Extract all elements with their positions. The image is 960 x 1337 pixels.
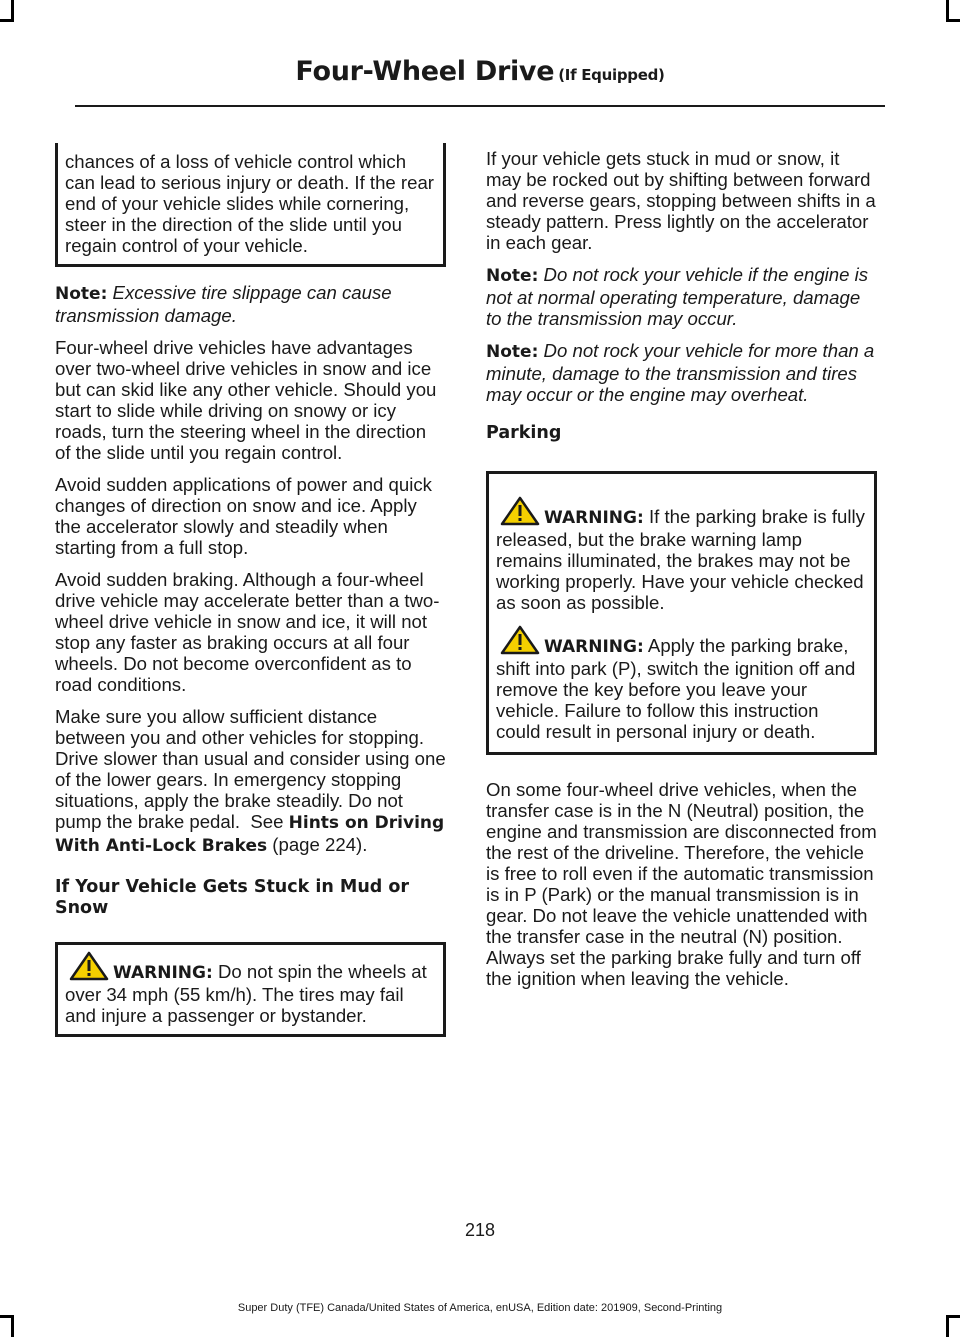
note-label: Note: xyxy=(486,266,539,286)
section-heading: Parking xyxy=(486,423,562,443)
warning-label: WARNING: xyxy=(544,508,644,528)
note-paragraph xyxy=(55,282,446,326)
note-label: Note: xyxy=(55,284,108,304)
body-paragraph: If your vehicle gets stuck in mud or snow, it may be rocked out by shifting between forward and reverse gears, stopping between shifts in a steady pattern. Press lightly on the accelerator in each gear. xyxy=(486,148,876,253)
page-title-suffix: (If Equipped) xyxy=(558,66,665,84)
warning-triangle-icon xyxy=(500,496,540,526)
note-text: Excessive tire slippage can cause transmission damage. xyxy=(55,282,392,326)
page-reference: (page 224). xyxy=(272,834,368,855)
crop-mark xyxy=(946,19,960,22)
section-heading: If Your Vehicle Gets Stuck in Mud or Snow xyxy=(55,877,410,918)
warning-box xyxy=(486,471,877,755)
warning-paragraph xyxy=(65,951,436,1026)
body-text: Make sure you allow sufficient distance between you and other vehicles for stopping. Drive slower than usual and consider using one of the lower gears. In emergency stopping situations, apply the brake steadily. Do not pump the brake pedal. xyxy=(55,706,446,832)
header-divider xyxy=(75,105,885,107)
crop-mark xyxy=(946,1317,949,1337)
footer-text: Super Duty (TFE) Canada/United States of America, enUSA, Edition date: 201909, Second-Printing xyxy=(237,1302,723,1314)
warning-box-continued xyxy=(55,143,446,267)
page-number: 218 xyxy=(464,1220,496,1240)
crop-mark xyxy=(11,0,14,20)
crop-mark xyxy=(946,0,949,20)
note-paragraph xyxy=(486,340,877,405)
body-paragraph xyxy=(55,706,446,857)
crop-mark xyxy=(0,19,14,22)
cross-reference-link[interactable]: Hints on Driving With Anti-Lock Brakes xyxy=(55,813,445,856)
note-text: Do not rock your vehicle if the engine is not at normal operating temperature, damage to the transmission may occur. xyxy=(486,264,869,329)
warning-label: WARNING: xyxy=(113,963,213,983)
warning-continued-text: chances of a loss of vehicle control which can lead to serious injury or death. If the rear end of your vehicle slides while cornering, steer in the direction of the slide until you regain control of your vehicle. xyxy=(65,151,434,256)
crop-mark xyxy=(11,1317,14,1337)
body-paragraph: Avoid sudden applications of power and quick changes of direction on snow and ice. Apply the accelerator slowly and steadily when starting from a full stop. xyxy=(55,474,432,558)
warning-triangle-icon xyxy=(500,625,540,655)
see-text: See xyxy=(250,811,284,832)
warning-text: Apply the parking brake, shift into park (P), switch the ignition off and remove the key before you leave your vehicle. Failure to follow this instruction could result in personal injury or death. xyxy=(496,635,856,742)
right-column xyxy=(486,148,877,1000)
left-column xyxy=(55,143,446,1037)
warning-label: WARNING: xyxy=(544,637,644,657)
body-paragraph: Four-wheel drive vehicles have advantages over two-wheel drive vehicles in snow and ice but can skid like any other vehicle. Should you start to slide while driving on snowy or icy roads, turn the steering wheel in the direction of the slide until you regain control. xyxy=(55,337,437,463)
warning-text: Do not spin the wheels at over 34 mph (55 km/h). The tires may fail and injure a passenger or bystander. xyxy=(65,961,427,1026)
warning-box xyxy=(55,942,446,1037)
crop-mark xyxy=(0,1315,14,1318)
page-title-main: Four-Wheel Drive xyxy=(295,56,555,87)
warning-paragraph xyxy=(496,625,867,742)
body-paragraph: Avoid sudden braking. Although a four-wheel drive vehicle may accelerate better than a two-wheel drive vehicle in snow and ice, it will not stop any faster as braking occurs at all four wheels. Do not become overconfident as to road conditions. xyxy=(55,569,440,695)
warning-text: If the parking brake is fully released, but the brake warning lamp remains illuminated, the brakes may not be working properly. Have your vehicle checked as soon as possible. xyxy=(496,506,865,613)
note-text: Do not rock your vehicle for more than a minute, damage to the transmission and tires may occur or the engine may overheat. xyxy=(486,340,875,405)
note-paragraph xyxy=(486,264,877,329)
note-label: Note: xyxy=(486,342,539,362)
warning-paragraph xyxy=(496,496,867,613)
warning-triangle-icon xyxy=(69,951,109,981)
page-title xyxy=(0,56,960,87)
crop-mark xyxy=(946,1315,960,1318)
body-paragraph: On some four-wheel drive vehicles, when the transfer case is in the N (Neutral) position, the engine and transmission are disconnected from the rest of the driveline. Therefore, the vehicle is free to roll even if the automatic transmission is in P (Park) or the manual transmission is in gear. Do not leave the vehicle unattended with the transfer case in the neutral (N) position. Always set the parking brake fully and turn off the ignition when leaving the vehicle. xyxy=(486,779,877,989)
